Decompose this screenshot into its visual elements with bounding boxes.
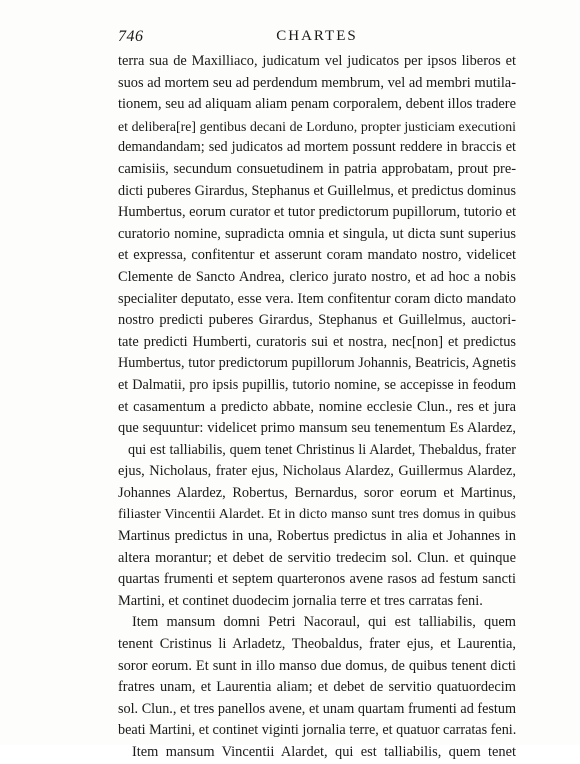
text-line: qui est talliabilis, quem tenet Christinus li Alardet, Thebaldus, frater: [128, 441, 516, 458]
text-line: et expressa, confitentur et asserunt coram mandato nostro, videlicet: [118, 247, 516, 264]
running-head: [118, 28, 516, 48]
page-number: 746: [118, 28, 144, 45]
text-line: et delibera[re] gentibus decani de Lorduno, propter justiciam executioni: [118, 118, 516, 134]
text-line: Clemente de Sancto Andrea, clerico jurato nostro, et ad hoc a nobis: [118, 268, 516, 285]
text-line: Item mansum domni Petri Nacoraul, qui est talliabilis, quem: [132, 614, 516, 631]
text-line: camisiis, secundum consuetudinem in patria approbatam, prout pre-: [118, 160, 516, 177]
text-line: soror eorum. Et sunt in illo manso due domus, de quibus tenent dicti: [118, 657, 516, 674]
text-line: curatorio nomine, supradicta omnia et singula, ut dicta sunt superius: [118, 225, 516, 242]
text-line: tenent Cristinus li Arladetz, Theobaldus, frater ejus, et Laurentia,: [118, 636, 516, 653]
text-line: Humbertus, eorum curator et tutor predictorum pupillorum, tutorio et: [118, 204, 516, 221]
text-line: suos ad mortem seu ad perdendum membrum, vel ad membri mutila-: [118, 74, 516, 91]
text-line: fratres unam, et Laurentia aliam; et debet de servitio quatuordecim: [118, 679, 516, 696]
text-line: specialiter deputato, esse vera. Item confitentur coram dicto mandato: [118, 290, 516, 307]
text-line: tionem, seu ad aliquam aliam penam corporalem, debent illos tradere: [118, 96, 516, 113]
body-text: [118, 51, 516, 764]
text-line: quartas frumenti et septem quarteronos avene rasos ad festum sancti: [118, 571, 516, 588]
text-line: terra sua de Maxilliaco, judicatum vel judicatos per ipsos liberos et: [118, 53, 516, 69]
text-line: Martini, et continet duodecim jornalia terre et tres carratas feni.: [118, 592, 483, 609]
text-line: que sequuntur: videlicet primo mansum seu tenementum Es Alardez,: [118, 420, 516, 437]
running-title: CHARTES: [276, 28, 358, 44]
text-line: Item mansum Vincentii Alardet, qui est talliabilis, quem tenet: [132, 744, 516, 760]
text-line: Johannes Alardez, Robertus, Bernardus, soror eorum et Martinus,: [118, 484, 516, 501]
text-line: Humbertus, tutor predictorum pupillorum Johannis, Beatricis, Agnetis: [118, 355, 516, 372]
text-line: nostro predicti puberes Girardus, Stephanus et Guillelmus, auctori-: [118, 312, 516, 329]
text-line: demandandam; sed judicatos ad mortem possunt reddere in braccis et: [118, 139, 516, 156]
text-line: filiaster Vincentii Alardet. Et in dicto manso sunt tres domus in quibus: [118, 507, 516, 523]
text-line: altera morantur; et debet de servitio tredecim sol. Clun. et quinque: [118, 549, 516, 566]
text-line: et Dalmatii, pro ipsis pupillis, tutorio nomine, se accepisse in feodum: [118, 376, 516, 393]
text-line: ejus, Nicholaus, frater ejus, Nicholaus Alardez, Guillermus Alardez,: [118, 463, 516, 480]
text-line: Martinus predictus in una, Robertus predictus in alia et Johannes in: [118, 528, 516, 545]
text-line: et casamentum a predicto abbate, nomine ecclesie Clun., res et jura: [118, 398, 516, 415]
text-line: dicti puberes Girardus, Stephanus et Guillelmus, et predictus dominus: [118, 182, 516, 199]
text-line: beati Martini, et continet viginti jornalia terre, et quatuor carratas feni.: [118, 722, 516, 739]
text-line: sol. Clun., et tres panellos avene, et unam quartam frumenti ad festum: [118, 700, 516, 717]
text-line: tate predicti Humberti, curatoris sui et nostra, nec[non] et predictus: [118, 333, 516, 350]
